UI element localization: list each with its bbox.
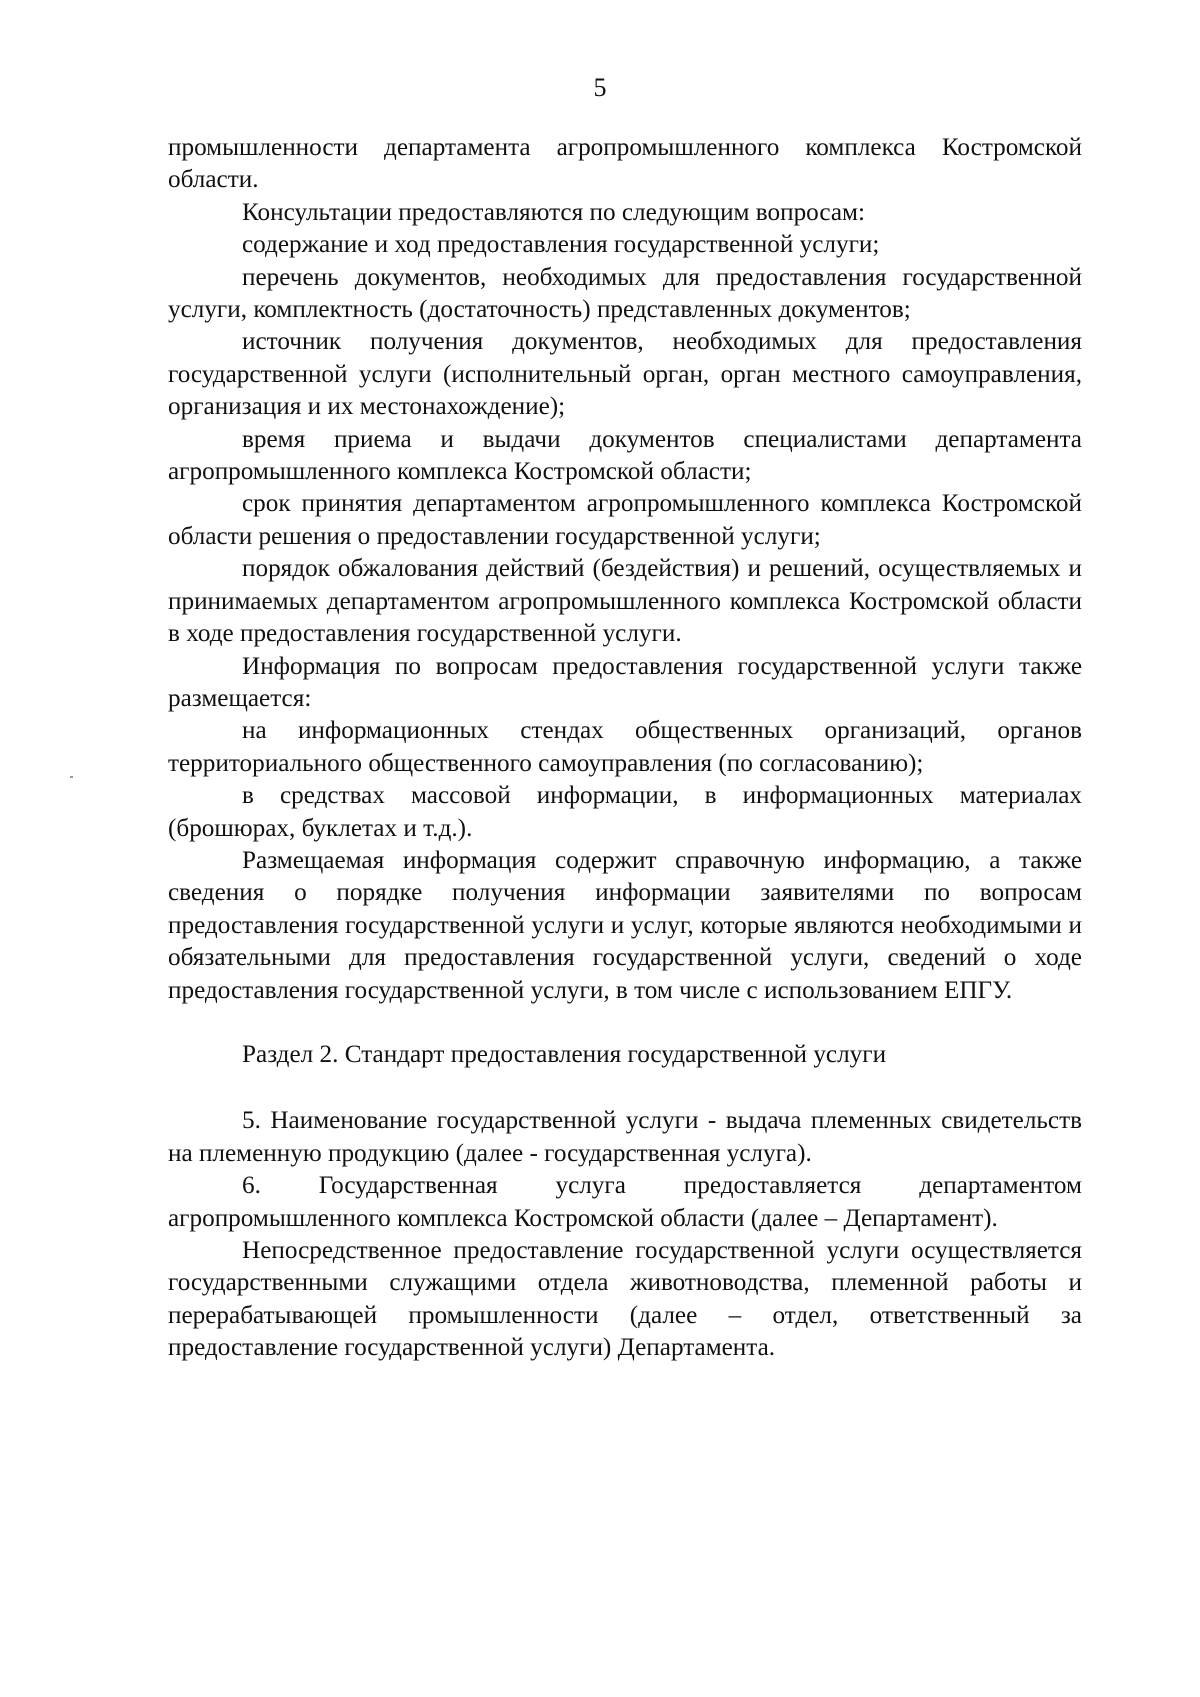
paragraph: Непосредственное предоставление государственной услуги осуществляется государственными служащими отдела животноводства, племенной работы и перерабатывающей промышленности (далее – отдел, ответственный за предоставление государственной услуги) Департамента. [168, 1237, 1082, 1362]
list-item: срок принятия департаментом агропромышленного комплекса Костромской области решения о предоставлении государственной услуги; [168, 490, 1082, 550]
list-item: порядок обжалования действий (бездействия) и решений, осуществляемых и принимаемых департаментом агропромышленного комплекса Костромской области в ходе предоставления государственной услуги. [168, 555, 1082, 648]
list-item: время приема и выдачи документов специалистами департамента агропромышленного комплекса Костромской области; [168, 425, 1082, 486]
paragraph-continuation: промышленности департамента агропромышленного комплекса Костромской области. [168, 134, 1082, 194]
paragraph: Размещаемая информация содержит справочную информацию, а также сведения о порядке получения информации заявителями по вопросам предоставления государственной услуги и услуг, которые являются необходимыми и обязательными для предоставления государственной услуги, сведений о ходе предоставления государственной услуги, в том числе с использованием ЕПГУ. [168, 846, 1082, 1004]
stray-scan-mark [70, 776, 73, 778]
section-heading: Раздел 2. Стандарт предоставления государственной услуги [242, 1040, 887, 1068]
list-item: в средствах массовой информации, в информационных материалах (брошюрах, буклетах и т.д.). [168, 782, 1082, 842]
paragraph: Консультации предоставляются по следующим вопросам: [242, 198, 865, 226]
numbered-paragraph: 5. Наименование государственной услуги - выдача племенных свидетельств на племенную продукцию (далее - государственная услуга). [168, 1107, 1082, 1167]
paragraph: Информация по вопросам предоставления государственной услуги также размещается: [168, 652, 1082, 712]
list-item: содержание и ход предоставления государственной услуги; [242, 231, 880, 259]
list-item: перечень документов, необходимых для предоставления государственной услуги, комплектность (достаточность) представленных документов; [168, 263, 1082, 324]
numbered-paragraph: 6. Государственная услуга предоставляется департаментом агропромышленного комплекса Костромской области (далее – Департамент). [168, 1172, 1082, 1232]
document-body [168, 132, 1082, 1365]
list-item: на информационных стендах общественных организаций, органов территориального общественного самоуправления (по согласованию); [168, 717, 1082, 777]
list-item: источник получения документов, необходимых для предоставления государственной услуги (исполнительный орган, орган местного самоуправления, организация и их местонахождение); [168, 328, 1082, 421]
page-number: 5 [593, 73, 607, 102]
